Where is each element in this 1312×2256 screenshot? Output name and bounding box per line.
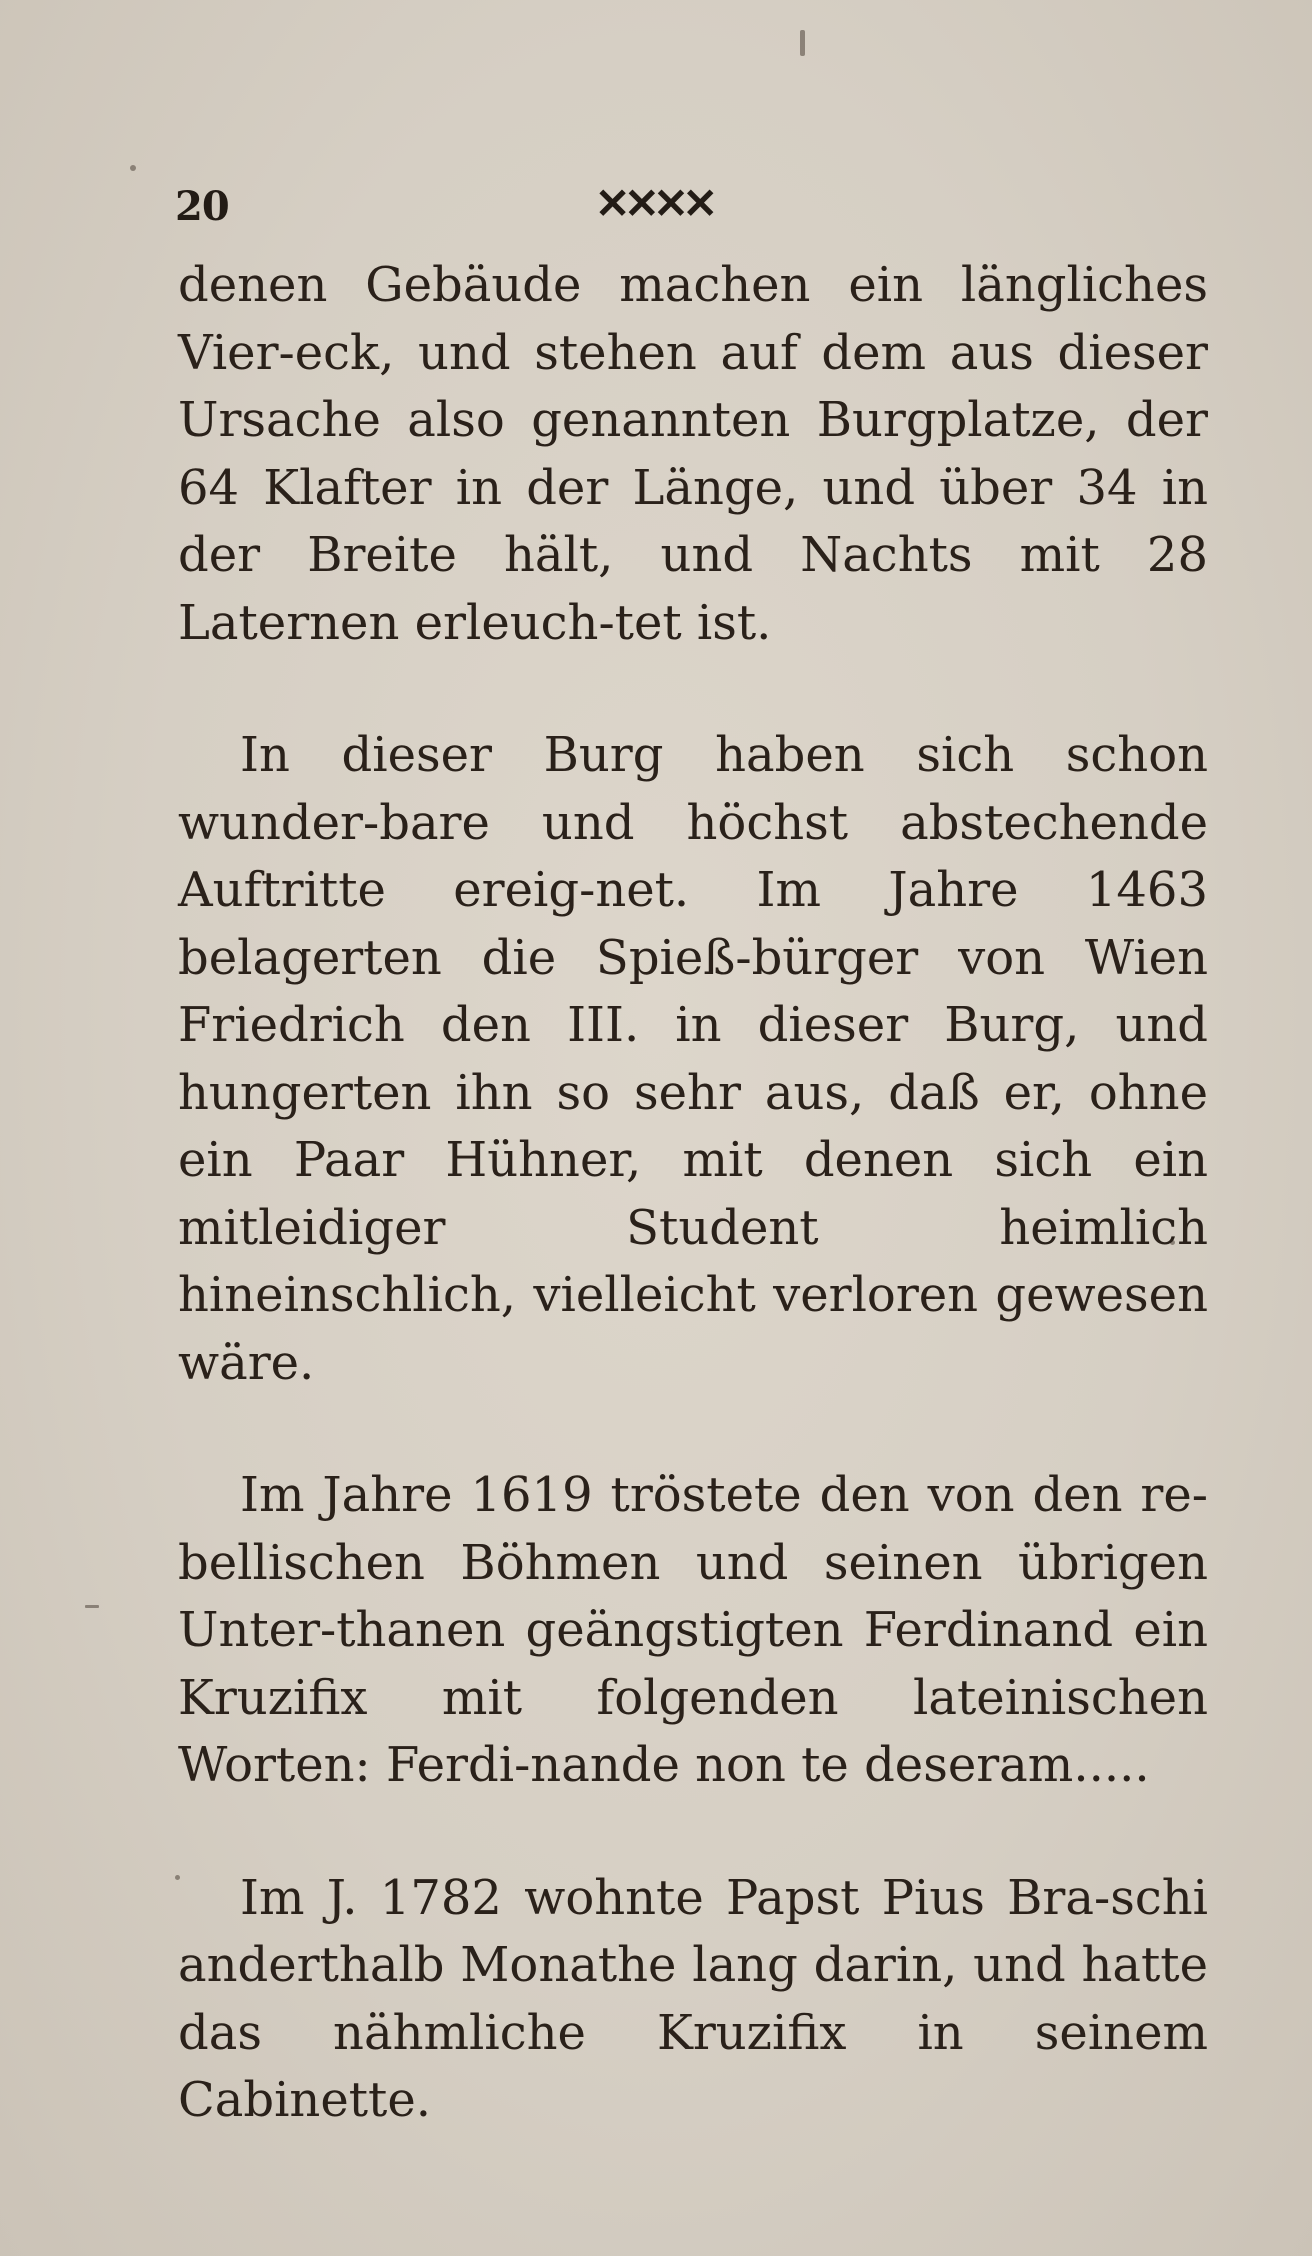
paragraph-3: Im Jahre 1619 tröstete den von den re-bellischen Böhmen und seinen übrigen Unter-thanen geängstigten Ferdinand ein Kruzifix mit folgenden lateinischen Worten: Ferdi-nande non te deseram..... [178,1467,1208,1793]
body-text [178,252,1208,2135]
paragraph-4: Im J. 1782 wohnte Papst Pius Bra-schi anderthalb Monathe lang darin, und hatte das nähmliche Kruzifix in seinem Cabinette. [178,1869,1208,2128]
ink-speck [800,30,805,56]
page-number: 20 [175,183,229,230]
page-header [175,165,1215,235]
ink-speck [85,1605,99,1608]
paragraph-2: In dieser Burg haben sich schon wunder-bare und höchst abstechende Auftritte ereig-net. Im Jahre 1463 belagerten die Spieß-bürger von Wien Friedrich den III. in dieser Burg, und hungerten ihn so sehr aus, daß er, ohne ein Paar Hühner, mit denen sich ein mitleidiger Student heimlich hineinschlich, vielleicht verloren gewesen wäre. [178,727,1208,1391]
paragraph-1: denen Gebäude machen ein längliches Vier-eck, und stehen auf dem aus dieser Ursache also genannten Burgplatze, der 64 Klafter in der Länge, und über 34 in der Breite hält, und Nachts mit 28 Laternen erleuch-tet ist. [178,257,1208,651]
ink-speck [130,165,136,171]
header-ornament: ✕✕✕✕ [595,179,712,228]
